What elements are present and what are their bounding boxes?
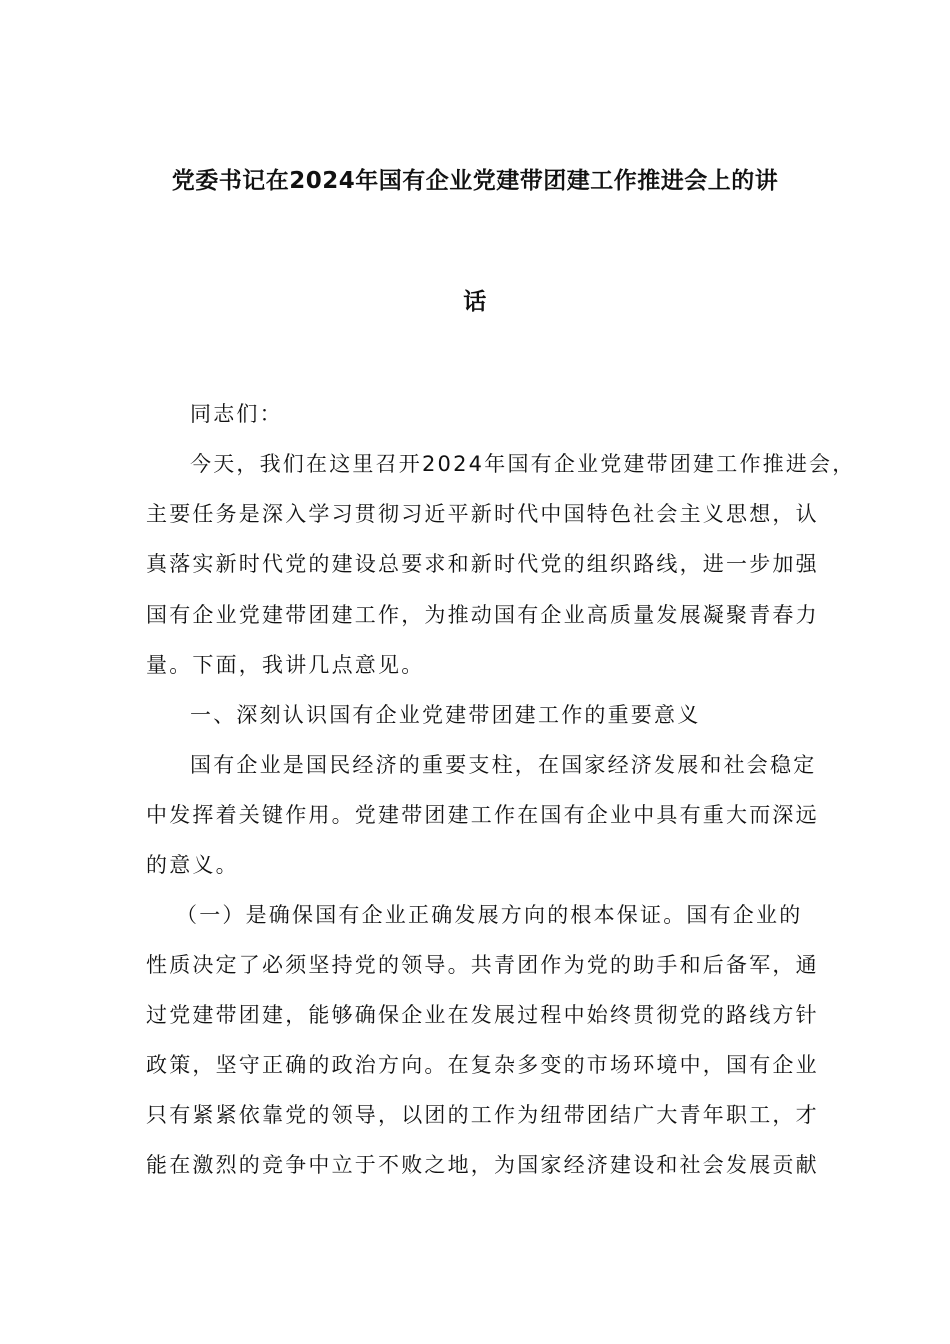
- paragraph-line: 性质决定了必须坚持党的领导。共青团作为党的助手和后备军，通: [146, 953, 819, 977]
- paragraph-line: 过党建带团建，能够确保企业在发展过程中始终贯彻党的路线方针: [146, 1003, 819, 1027]
- paragraph-line: 真落实新时代党的建设总要求和新时代党的组织路线，进一步加强: [146, 552, 819, 576]
- paragraph-line: 今天，我们在这里召开2024年国有企业党建带团建工作推进会，: [190, 452, 856, 476]
- paragraph-line: 量。下面，我讲几点意见。: [146, 653, 425, 677]
- paragraph-line: 国有企业是国民经济的重要支柱，在国家经济发展和社会稳定: [190, 753, 817, 777]
- paragraph-line: 的意义。: [146, 853, 239, 877]
- paragraph-line: 只有紧紧依靠党的领导，以团的工作为纽带团结广大青年职工，才: [146, 1103, 819, 1127]
- paragraph-line: 国有企业党建带团建工作，为推动国有企业高质量发展凝聚青春力: [146, 603, 819, 627]
- document-title-line-2: 话: [463, 289, 487, 315]
- salutation: 同志们：: [190, 402, 283, 426]
- document-title-line-1: 党委书记在2024年国有企业党建带团建工作推进会上的讲: [171, 168, 779, 194]
- paragraph-line: 中发挥着关键作用。党建带团建工作在国有企业中具有重大而深远: [146, 803, 819, 827]
- paragraph-line: 主要任务是深入学习贯彻习近平新时代中国特色社会主义思想，认: [146, 502, 819, 526]
- section-heading: 一、深刻认识国有企业党建带团建工作的重要意义: [190, 703, 701, 727]
- paragraph-line: 政策，坚守正确的政治方向。在复杂多变的市场环境中，国有企业: [146, 1053, 819, 1077]
- paragraph-line: 能在激烈的竞争中立于不败之地，为国家经济建设和社会发展贡献: [146, 1153, 819, 1177]
- paragraph-line: （一）是确保国有企业正确发展方向的根本保证。国有企业的: [176, 903, 803, 927]
